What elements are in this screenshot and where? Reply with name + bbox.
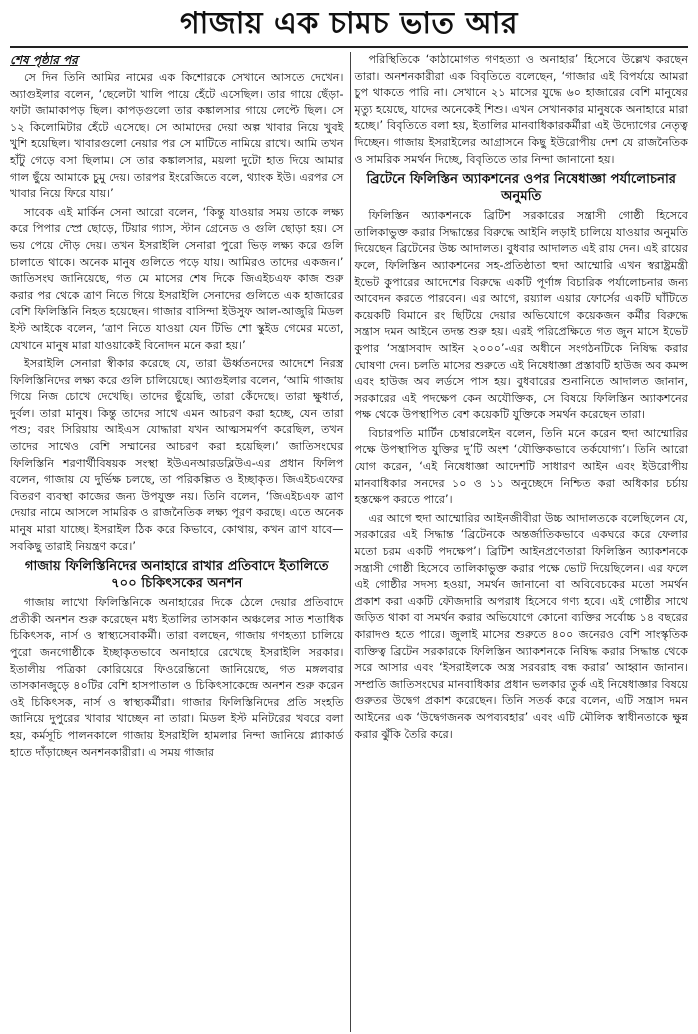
right-paragraph-2: ফিলিস্তিন অ্যাকশনকে ব্রিটিশ সরকারের সন্ত্রাসী গোষ্ঠী হিসেবে তালিকাভুক্ত করার সিদ্ধান্তের বিরুদ্ধে আইনি লড়াই চালিয়ে যাওয়ার অনুমতি দিয়েছেন ব্রিটেনের উচ্চ আদালত। বুধবার আদালত এই রায় দেন। এই রায়ের ফলে, ফিলিস্তিন অ্যাকশনের সহ-প্রতিষ্ঠাতা হুদা আম্মোরি এখন স্বরাষ্ট্রমন্ত্রী ইভেট কুপারের আদেশের বিরুদ্ধে একটি পূর্ণাঙ্গ বিচারিক পর্যালোচনার জন্য আবেদন করতে পারবেন। এর আগে, রয়্যাল এয়ার ফোর্সের একটি ঘাঁটিতে কয়েকটি বিমানে রং ছিটিয়ে দেয়ার অভিযোগে কয়েকজন কর্মীর বিরুদ্ধে সন্ত্রাস দমন আইনে তদন্ত শুরু হয়। এরই পরিপ্রেক্ষিতে গত জুন মাসে ইভেট কুপার ‘সন্ত্রাসবাদ আইন ২০০০’-এর অধীনে সংগঠনটিকে নিষিদ্ধ করার ঘোষণা দেন। চলতি মাসের শুরুতে এই নিষেধাজ্ঞা প্রস্তাবটি হাউজ অব কমন্স এবং হাউজ অব লর্ডসে পাস হয়। বুধবারের শুনানিতে আদালত জানান, সরকারের এই পদক্ষেপ কেন অযৌক্তিক, সে বিষয়ে ফিলিস্তিন অ্যাকশনের পক্ষ থেকে উপস্থাপিত বেশ কয়েকটি যুক্তিকে সমর্থন করেছেন তারা। <box>354 209 688 422</box>
headline: গাজায় এক চামচ ভাত আর <box>10 6 688 48</box>
right-paragraph-3: বিচারপতি মার্টিন চেম্বারলেইন বলেন, তিনি মনে করেন হুদা আম্মোরির পক্ষে উপস্থাপিত যুক্তির দু’টি অংশ ‘যৌক্তিকভাবে তর্কযোগ্য’। তিনি আরো যোগ করেন, ‘এই নিষেধাজ্ঞা আদেশটি সাধারণ আইন এবং ইউরোপীয় মানবাধিকার সনদের ১০ ও ১১ অনুচ্ছেদে নিশ্চিত করা অধিকার চর্চায় হস্তক্ষেপ করতে পারে’। <box>354 426 688 507</box>
right-column <box>351 52 689 1032</box>
left-column <box>10 52 351 1032</box>
left-paragraph-1: সে দিন তিনি আমির নামের এক কিশোরকে সেখানে আসতে দেখেন। অ্যাগুইলার বলেন, ‘ছেলেটা খালি পায়ে হেঁটে এসেছিল। তার গায়ে ছেঁড়া-ফাটা জামাকাপড় ছিল। কাপড়গুলো তার কঙ্কালসার গায়ে লেপ্টে ছিল। সে ১২ কিলোমিটার হেঁটে এসেছে। সে আমাদের দেয়া অল্প খাবার নিয়ে খুবই খুশি হয়েছিল। খাবারগুলো নেয়ার পর সে মাটিতে নামিয়ে রাখে। আমি তখন হাঁটু গেড়ে বসা ছিলাম। সে তার কঙ্কালসার, ময়লা দুটো হাত দিয়ে আমার গাল ছুঁয়ে আমাকে চুমু দেয়। তারপর ইংরেজিতে বলে, থ্যাংক ইউ। এরপর সে খাবার নিয়ে ফিরে যায়।’ <box>10 71 344 201</box>
left-paragraph-2: সাবেক এই মার্কিন সেনা আরো বলেন, ‘কিন্তু যাওয়ার সময় তাকে লক্ষ্য করে পিপার স্প্রে ছোড়ে, টিয়ার গ্যাস, স্টান গ্রেনেড ও গুলি ছোড়া হয়। সে ভয় পেয়ে দৌড় দেয়। তখন ইসরাইলি সেনারা পুরো ভিড় লক্ষ্য করে গুলি চালাতে থাকে। অনেক মানুষ গুলিতে পড়ে যায়। আমিরও তাদের একজন।’ জাতিসংঘ জানিয়েছে, গত মে মাসের শেষ দিকে জিএইচএফ কাজ শুরু করার পর থেকে ত্রাণ নিতে গিয়ে ইসরাইলি সেনাদের গুলিতে এক হাজারের বেশি ফিলিস্তিনি নিহত হয়েছেন। গাজার বাসিন্দা ইউসুফ আল-আজুরি মিডল ইস্ট আইকে বলেন, ‘ত্রাণ নিতে যাওয়া যেন টিভি শো স্কুইড গেমের মতো, যেখানে মানুষ মারা যাওয়াকেই বিনোদন মনে করা হয়।’ <box>10 205 344 352</box>
right-paragraph-4: এর আগে হুদা আম্মোরির আইনজীবীরা উচ্চ আদালতকে বলেছিলেন যে, সরকারের এই সিদ্ধান্ত ‘ব্রিটেনকে অন্তর্জাতিকভাবে একঘরে করে ফেলার মতো চরম একটি পদক্ষেপ’। ব্রিটিশ আইনপ্রণেতারা ফিলিস্তিন অ্যাকশনকে সন্ত্রাসী গোষ্ঠী হিসেবে তালিকাভুক্ত করার পক্ষে ভোট দিয়েছিলেন। এর ফলে এই গোষ্ঠীর সদস্য হওয়া, সমর্থন জানানো বা অবিবেচকের মতো সমর্থন প্রকাশ করা একটি ফৌজদারি অপরাধ হিসেবে গণ্য হবে। এই গোষ্ঠীর সাথে জড়িত থাকা বা সমর্থন করার অভিযোগে কোনো ব্যক্তির সর্বোচ্চ ১৪ বছরের কারাদণ্ড হতে পারে। জুলাই মাসের শুরুতে ৪০০ জনেরও বেশি সাংস্কৃতিক ব্যক্তিত্ব ব্রিটেন সরকারকে ফিলিস্তিন অ্যাকশনকে নিষিদ্ধ করার সিদ্ধান্ত থেকে সরে আসার এবং ‘ইসরাইলকে অস্ত্র সরবরাহ বন্ধ করার’ আহ্বান জানান। সম্প্রতি জাতিসংঘের মানবাধিকার প্রধান ভলকার তুর্ক এই নিষেধাজ্ঞার বিষয়ে গুরুতর উদ্বেগ প্রকাশ করেছেন। তিনি সতর্ক করে বলেন, এটি সন্ত্রাস দমন আইনের এক ‘উদ্বেগজনক অপব্যবহার’ এবং এটি মৌলিক স্বাধীনতাকে ক্ষুন্ন করার ঝুঁকি তৈরি করে। <box>354 511 688 741</box>
article-columns <box>10 52 688 1032</box>
britain-subheading: ব্রিটেনে ফিলিস্তিন অ্যাকশনের ওপর নিষেধাজ্ঞা পর্যালোচনার অনুমতি <box>366 172 677 205</box>
left-paragraph-3: ইসরাইলি সেনারা স্বীকার করেছে যে, তারা ঊর্ধ্বতনদের আদেশে নিরস্ত্র ফিলিস্তিনিদের লক্ষ্য করে গুলি চালিয়েছে। অ্যাগুইলার বলেন, ‘আমি গাজায় গিয়ে নিজ চোখে দেখেছি। তাদের ছুঁয়েছি, তারা কেঁদেছে। তারা ক্ষুধার্ত, দুর্বল। তারা মানুষ। কিন্তু তাদের সাথে এমন আচরণ করা হচ্ছে, যেন তারা পশু; বরং সিরিয়ায় আইএস যোদ্ধারা যখন আত্মসমর্পণ করেছিল, তখন তাদের সাথেও বেশি সম্মানের আচরণ করা হয়েছিল।’ জাতিসংঘের ফিলিস্তিনি শরণার্থীবিষয়ক সংস্থা ইউএনআরডব্লিউএ-এর প্রধান ফিলিপ বলেন, গাজায় যে দুর্ভিক্ষ চলছে, তা পরিকল্পিত ও ইচ্ছাকৃত। জিএইচএফের বিতরণ ব্যবস্থা কাজের জন্য উপযুক্ত নয়। তিনি বলেন, ‘জিএইচএফ ত্রাণ দেয়ার নামে আসলে সামরিক ও রাজনৈতিক লক্ষ্য পূরণ করছে। এতে অনেক মানুষ মারা যাচ্ছে। ইসরাইল ঠিক করে কিভাবে, কোথায়, কখন ত্রাণ যাবে— সবকিছু তারাই নিয়ন্ত্রণ করে।’ <box>10 357 344 553</box>
italy-subheading: গাজায় ফিলিস্তিনিদের অনাহারে রাখার প্রতিবাদে ইতালিতে ৭০০ চিকিৎসকের অনশন <box>24 559 329 592</box>
right-paragraph-1: পরিস্থিতিকে ‘কাঠামোগত গণহত্যা ও অনাহার’ হিসেবে উল্লেখ করছেন তারা। অনশনকারীরা এক বিবৃতিতে বলেছেন, ‘গাজার এই বিপর্যয়ে আমরা চুপ থাকতে পারি না। সেখানে ২১ মাসের যুদ্ধে ৬০ হাজারের বেশি মানুষের মৃত্যু হয়েছে, যাদের অনেকেই শিশু। এখন সেখানকার মানুষকে অনাহারে মারা হচ্ছে।’ বিবৃতিতে বলা হয়, ইতালির মানবাধিকারকর্মীরা এই উদ্যোগের নেতৃত্ব দিচ্ছেন। গাজায় ইসরাইলের আগ্রাসনে কিছু ইউরোপীয় দেশ যে রাজনৈতিক ও সামরিক সমর্থন দিচ্ছে, বিবৃতিতে তার নিন্দা জানানো হয়। <box>354 53 688 166</box>
left-paragraph-4: গাজায় লাখো ফিলিস্তিনিকে অনাহারের দিকে ঠেলে দেয়ার প্রতিবাদে প্রতীকী অনশন শুরু করেছেন মধ্য ইতালির তাসকান অঞ্চলের সাত শতাধিক চিকিৎসক, নার্স ও স্বাস্থ্যসেবাকর্মী। তারা বলছেন, গাজায় গণহত্যা চালিয়ে পুরো জনগোষ্ঠীকে ইচ্ছাকৃতভাবে অনাহারে রেখেছে ইসরাইলি সরকার। ইতালীয় পত্রিকা কোরিয়েরে ফিওরেন্তিনো জানিয়েছে, গত মঙ্গলবার তাসকানজুড়ে ৪০টির বেশি হাসপাতাল ও চিকিৎসাকেন্দ্রে অনশন শুরু করেন ওই চিকিৎসক, নার্স ও স্বাস্থ্যকর্মীরা। গাজার ফিলিস্তিনিদের প্রতি সংহতি জানিয়ে দুপুরের খাবার খাচ্ছেন না তারা। মিডল ইস্ট মনিটরের খবরে বলা হয়, কর্মসূচি পালনকালে গাজায় ইসরাইলি হামলার নিন্দা জানিয়ে প্ল্যাকার্ড হাতে দাঁড়াচ্ছেন অনশনকারীরা। এ সময় গাজার <box>10 596 344 759</box>
continuation-kicker: শেষ পৃষ্ঠার পর <box>10 53 78 67</box>
